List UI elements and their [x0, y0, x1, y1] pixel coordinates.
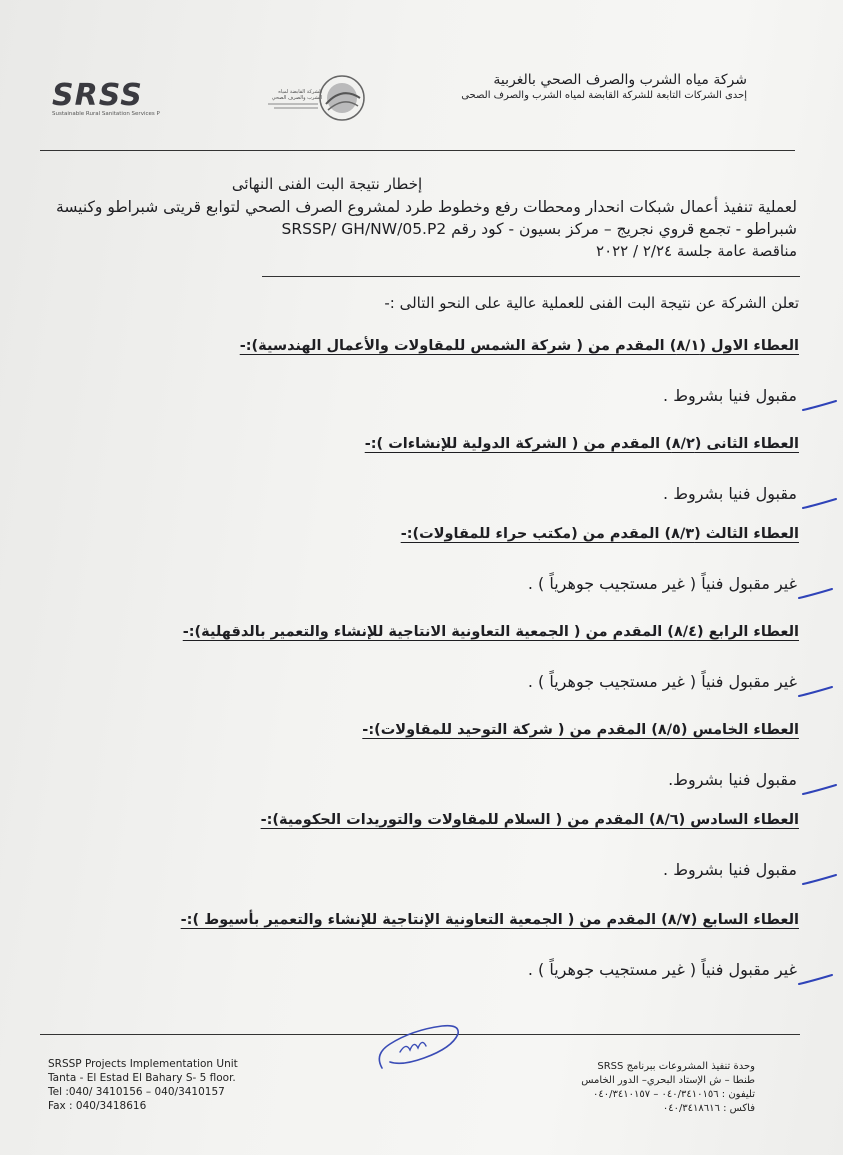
tender-3-result: غير مقبول فنياً ( غير مستجيب جوهرياً ) .	[527, 574, 797, 593]
tender-1-heading: العطاء الاول (٨/١) المقدم من ( شركة الشمس للمقاولات والأعمال الهندسية):-	[239, 338, 799, 354]
pen-tick-icon	[800, 872, 840, 888]
footer-fax-ar: فاكس : ٠٤٠/٣٤١٨٦١٦	[662, 1103, 755, 1114]
tender-2-heading: العطاء الثانى (٨/٢) المقدم من ( الشركة الدولية للإنشاءات ):-	[364, 436, 799, 452]
notice-title: إخطار نتيجة البت الفنى النهائى	[231, 175, 423, 193]
tender-7-result: غير مقبول فنياً ( غير مستجيب جوهرياً ) .	[527, 960, 797, 979]
company-name: شركة مياه الشرب والصرف الصحي بالغربية	[493, 72, 747, 88]
tender-5-result: مقبول فنيا بشروط.	[668, 770, 797, 789]
srss-logo	[52, 78, 160, 117]
project-location-code: شبراطو - تجمع قروي نجريج – مركز بسيون - كود رقم SRSSP/ GH/NW/05.P2	[281, 220, 797, 239]
company-block	[387, 72, 747, 101]
signature-icon	[372, 1018, 467, 1086]
project-description: لعملية تنفيذ أعمال شبكات انحدار ومحطات رفع وخطوط طرد لمشروع الصرف الصحي لتوابع قريتى شبراطو وكنيسة	[56, 197, 797, 216]
tender-4-heading: العطاء الرابع (٨/٤) المقدم من ( الجمعية التعاونية الانتاجية للإنشاء والتعمير بالدقهلية):-	[182, 624, 799, 640]
footer-address: Tanta - El Estad El Bahary S- 5 floor.	[48, 1071, 236, 1084]
srss-logo-mark: SRSS	[52, 78, 143, 113]
pen-tick-icon	[800, 782, 840, 798]
pen-tick-icon	[796, 684, 836, 700]
pen-tick-icon	[796, 586, 836, 602]
footer-address-ar: طنطا – ش الإستاد البحري– الدور الخامس	[581, 1075, 755, 1086]
tender-6-heading: العطاء السادس (٨/٦) المقدم من ( السلام للمقاولات والتوريدات الحكومية):-	[260, 812, 799, 828]
footer-english-address	[48, 1058, 238, 1113]
notice-title-block	[37, 174, 797, 262]
footer-phone: Tel :040/ 3410156 – 040/3410157	[48, 1085, 225, 1098]
header-divider	[40, 150, 795, 151]
tender-3-heading: العطاء الثالث (٨/٣) المقدم من (مكتب حراء للمقاولات):-	[400, 526, 799, 542]
srss-logo-subtitle: Sustainable Rural Sanitation Services P	[52, 111, 160, 117]
pen-tick-icon	[800, 398, 840, 414]
hcww-logo	[266, 74, 376, 122]
tender-6-result: مقبول فنيا بشروط .	[663, 860, 797, 879]
intro-text: تعلن الشركة عن نتيجة البت الفنى للعملية عالية على النحو التالى :-	[384, 294, 799, 312]
tender-1-result: مقبول فنيا بشروط .	[663, 386, 797, 405]
tender-4-result: غير مقبول فنياً ( غير مستجيب جوهرياً ) .	[527, 672, 797, 691]
pen-tick-icon	[796, 972, 836, 988]
company-subtitle: إحدى الشركات التابعة للشركة القابضة لمياه الشرب والصرف الصحى	[461, 90, 747, 101]
tender-session: مناقصة عامة جلسة ٢/٢٤ / ٢٠٢٢	[596, 241, 797, 260]
footer-unit-name-ar: وحدة تنفيذ المشروعات ببرنامج SRSS	[597, 1061, 755, 1072]
hcww-logo-text: الشركة القابضة لمياه الشرب والصرف الصحي	[271, 89, 322, 101]
footer-arabic-address	[581, 1060, 755, 1116]
tender-5-heading: العطاء الخامس (٨/٥) المقدم من ( شركة التوحيد للمقاولات):-	[362, 722, 799, 738]
footer-unit-name: SRSSP Projects Implementation Unit	[48, 1058, 238, 1070]
tender-7-heading: العطاء السابع (٨/٧) المقدم من ( الجمعية التعاونية الإنتاجية للإنشاء والتعمير بأسيوط ):-	[180, 912, 799, 928]
pen-tick-icon	[800, 496, 840, 512]
title-divider	[262, 276, 800, 277]
footer-phone-ar: تليفون : ٠٤٠/٣٤١٠١٥٦ – ٠٤٠/٣٤١٠١٥٧	[593, 1089, 755, 1100]
tender-2-result: مقبول فنيا بشروط .	[663, 484, 797, 503]
footer-fax: Fax : 040/3418616	[48, 1099, 147, 1112]
